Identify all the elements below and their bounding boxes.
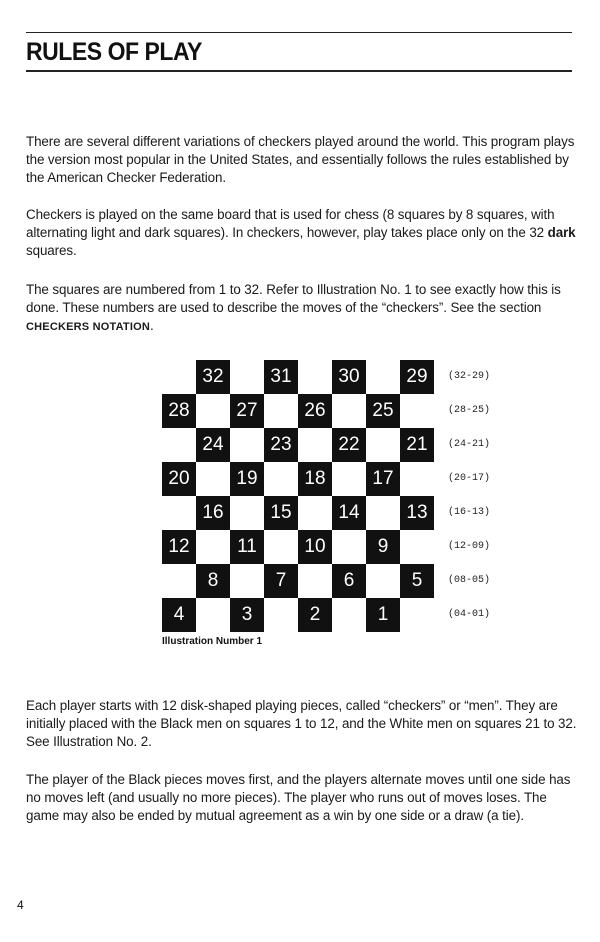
- page-title: RULES OF PLAY: [26, 38, 202, 66]
- board-square-28: 28: [162, 394, 196, 428]
- board-square-15: 15: [264, 496, 298, 530]
- paragraph-board-end: squares.: [26, 243, 77, 258]
- board-square-17: 17: [366, 462, 400, 496]
- board-square-6: 6: [332, 564, 366, 598]
- board-square-1: 1: [366, 598, 400, 632]
- board-square-11: 11: [230, 530, 264, 564]
- board-square-23: 23: [264, 428, 298, 462]
- paragraph-moves: The player of the Black pieces moves first, and the players alternate moves until one side has no moves left (and usually no more pieces). The player who runs out of moves loses. The game may also be ended by mutual agreement as a win by one side or a draw (a tie).: [26, 772, 571, 823]
- paragraph-board: [26, 206, 578, 260]
- row-range-label: (04-01): [448, 609, 491, 620]
- board-square-20: 20: [162, 462, 196, 496]
- header-rule-top: [26, 32, 572, 33]
- board-square-19: 19: [230, 462, 264, 496]
- board-square-32: 32: [196, 360, 230, 394]
- board-square-12: 12: [162, 530, 196, 564]
- board-square-30: 30: [332, 360, 366, 394]
- board-square-2: 2: [298, 598, 332, 632]
- row-range-label: (20-17): [448, 473, 491, 484]
- board-square-26: 26: [298, 394, 332, 428]
- board-square-8: 8: [196, 564, 230, 598]
- paragraph-numbering-text: The squares are numbered from 1 to 32. Refer to Illustration No. 1 to see exactly how this is done. These numbers are used to describe the moves of the “checkers”. See the section: [26, 282, 561, 315]
- row-range-label: (24-21): [448, 439, 491, 450]
- board-square-10: 10: [298, 530, 332, 564]
- header-rule-bottom: [26, 70, 572, 72]
- board-square-21: 21: [400, 428, 434, 462]
- row-range-label: (12-09): [448, 541, 491, 552]
- board-square-4: 4: [162, 598, 196, 632]
- board-square-3: 3: [230, 598, 264, 632]
- board-square-25: 25: [366, 394, 400, 428]
- illustration-caption: Illustration Number 1: [162, 636, 263, 647]
- board-square-7: 7: [264, 564, 298, 598]
- page-number: 4: [17, 898, 24, 912]
- paragraph-numbering-end: .: [150, 318, 154, 333]
- board-square-9: 9: [366, 530, 400, 564]
- board-square-5: 5: [400, 564, 434, 598]
- paragraph-board-text: Checkers is played on the same board that is used for chess (8 squares by 8 squares, with alternating light and dark squares). In checkers, however, play takes place only on the 32: [26, 207, 555, 240]
- paragraph-variations: There are several different variations of checkers played around the world. This program plays the version most popular in the United States, and essentially follows the rules established by the American Checker Federation.: [26, 134, 575, 185]
- row-range-label: (08-05): [448, 575, 491, 586]
- row-range-label: (16-13): [448, 507, 491, 518]
- dark-emphasis: dark: [547, 225, 576, 240]
- board-square-24: 24: [196, 428, 230, 462]
- row-range-label: (28-25): [448, 405, 491, 416]
- checkers-board-illustration: [162, 360, 434, 632]
- board-square-29: 29: [400, 360, 434, 394]
- paragraph-numbering: [26, 281, 578, 336]
- board-square-18: 18: [298, 462, 332, 496]
- board-square-13: 13: [400, 496, 434, 530]
- board-square-27: 27: [230, 394, 264, 428]
- paragraph-pieces: Each player starts with 12 disk-shaped playing pieces, called “checkers” or “men”. They are initially placed with the Black men on squares 1 to 12, and the White men on squares 21 to 32. See Illustration No. 2.: [26, 698, 577, 749]
- section-reference: CHECKERS NOTATION: [26, 321, 150, 333]
- board-square-14: 14: [332, 496, 366, 530]
- row-range-label: (32-29): [448, 371, 491, 382]
- board-square-31: 31: [264, 360, 298, 394]
- board-square-22: 22: [332, 428, 366, 462]
- board-square-16: 16: [196, 496, 230, 530]
